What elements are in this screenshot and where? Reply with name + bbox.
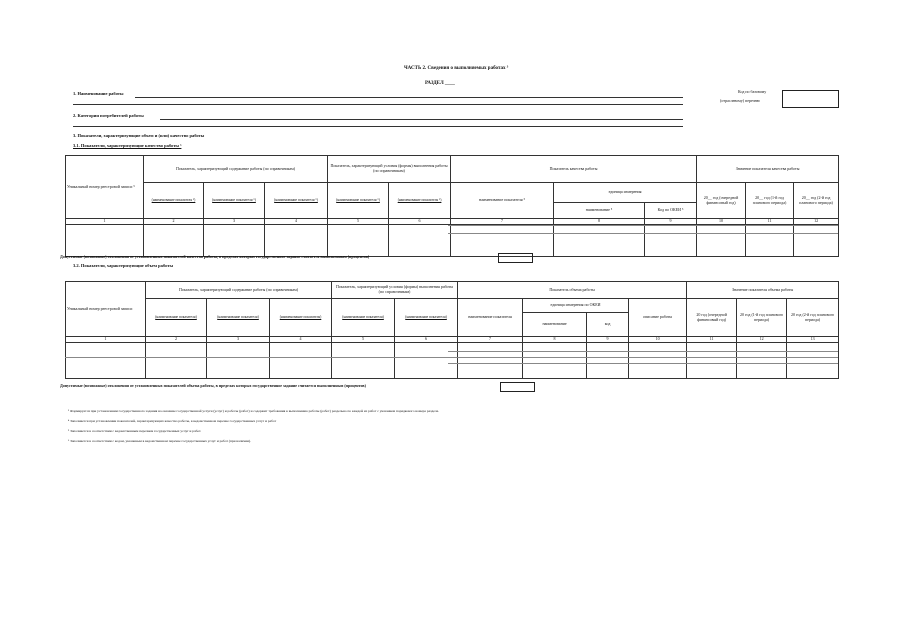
quality-num: 2 [144,219,204,225]
code-label-2: (отраслевому) перечню [720,98,760,103]
volume-col-volume: Показатель объема работы [458,282,687,299]
consumers-line-2[interactable] [73,126,683,127]
volume-num: 7 [458,337,523,343]
volume-cell[interactable] [523,343,587,379]
volume-cell[interactable] [687,343,737,379]
quality-sub-ind-1: (наименование показателя ⁵) [144,183,204,219]
quality-num: 10 [697,219,746,225]
code-label-1: Код по базовому [738,89,767,94]
volume-num: 4 [270,337,332,343]
quality-cell[interactable] [328,225,389,257]
volume-num: 5 [332,337,395,343]
volume-cell[interactable] [458,343,523,379]
volume-num: 10 [629,337,687,343]
quality-cell[interactable] [554,225,645,257]
quality-sub-unit-name: наименование ⁵ [554,203,645,219]
volume-num: 11 [687,337,737,343]
volume-num: 9 [587,337,629,343]
quality-num: 3 [204,219,265,225]
quality-cell[interactable] [66,225,144,257]
quality-cell[interactable] [204,225,265,257]
volume-sub-unit-name: наименование [523,313,587,337]
quality-sub-name: наименование показателя ⁵ [451,183,554,219]
quality-year-3: 20__ год (2-й год планового периода) [794,183,839,219]
work-name-label: 1. Наименование работы [73,91,124,96]
quality-col-conditions: Показатель, характеризующий условия (формы) выполнения работы (по справочникам) [328,156,451,183]
quality-num: 1 [66,219,144,225]
quality-sub-label: 3.1. Показатели, характеризующие качество работы ⁵ [73,143,182,148]
quality-sub-ind-4: (наименование показателя ⁵) [328,183,389,219]
volume-col-unique: Уникальный номер реестровой записи [66,282,146,337]
quality-cell[interactable] [746,225,794,257]
quality-cell[interactable] [645,225,697,257]
volume-row-line [65,357,838,358]
quality-num: 9 [645,219,697,225]
volume-num: 3 [207,337,270,343]
volume-sub-ind-3: (наименование показателя) [270,299,332,337]
volume-year-2: 20 год (1-й год планового периода) [737,299,787,337]
volume-sub-desc: описание работы [629,299,687,337]
quality-year-1: 20__ год (очередной финансовый год) [697,183,746,219]
footnote-1: ³ Формируется при установлении государственного задания на оказание государственной услуги (услуг) и работы (работ) и содержит требования к выполнению работы (работ) раздельно по каждой из работ с указанием порядкового номера раздела. [68,409,439,413]
quality-row-line [448,225,838,226]
consumers-label: 2. Категории потребителей работы [73,113,144,118]
quality-sub-okei: Код по ОКЕИ ⁵ [645,203,697,219]
quality-sub-ind-2: (наименование показателя ⁵) [204,183,265,219]
volume-sub-ind-2: (наименование показателя) [207,299,270,337]
quality-col-unique: Уникальный номер реестровой записи ⁵ [66,156,144,219]
volume-col-value: Значение показателя объема работы [687,282,839,299]
volume-cell[interactable] [146,343,207,379]
quality-col-value: Значение показателя качества работы [697,156,839,183]
quality-num: 6 [389,219,451,225]
volume-year-3: 20 год (2-й год планового периода) [787,299,839,337]
volume-num: 1 [66,337,146,343]
volume-num: 8 [523,337,587,343]
quality-deviation-label: Допустимые (возможные) отклонения от установленных показателей качества работы, в пределах которых государственное задание считается выполненным (процентов) [60,254,370,259]
volume-deviation-box[interactable] [500,382,535,392]
work-name-line-2[interactable] [73,104,683,105]
quality-cell[interactable] [265,225,328,257]
volume-sub-ind-1: (наименование показателя) [146,299,207,337]
quality-num: 8 [554,219,645,225]
quality-cell[interactable] [144,225,204,257]
quality-sub-ind-5: (наименование показателя ⁵) [389,183,451,219]
quality-num: 12 [794,219,839,225]
quality-cell[interactable] [451,225,554,257]
work-name-line[interactable] [135,97,683,98]
volume-sub-code: код [587,313,629,337]
quality-deviation-box[interactable] [498,253,533,263]
volume-cell[interactable] [270,343,332,379]
volume-sub-ind-4: (наименование показателя) [332,299,395,337]
volume-num: 12 [737,337,787,343]
volume-sub-label: 3.2. Показатели, характеризующие объем работы [73,263,173,268]
quality-num: 7 [451,219,554,225]
quality-num: 5 [328,219,389,225]
volume-cell[interactable] [587,343,629,379]
volume-num: 6 [395,337,458,343]
quality-year-2: 20__ год (1-й год планового периода) [746,183,794,219]
quality-table [65,155,839,257]
footnote-3: ⁵ Заполняется в соответствии с ведомственным перечнем государственных услуг и работ. [68,429,202,433]
volume-row-line [448,363,838,364]
quality-num: 4 [265,219,328,225]
basic-list-code-box[interactable] [782,90,839,108]
volume-year-1: 20 год (очередной финансовый год) [687,299,737,337]
volume-num: 2 [146,337,207,343]
quality-num: 11 [746,219,794,225]
part-title: ЧАСТЬ 2. Сведения о выполняемых работах ³ [404,66,509,71]
volume-num: 13 [787,337,839,343]
volume-cell[interactable] [332,343,395,379]
volume-sub-unit: единица измерения по ОКЕИ [523,299,629,313]
quality-col-content: Показатель, характеризующий содержание работы (по справочникам) [144,156,328,183]
volume-sub-name: наименование показателя [458,299,523,337]
volume-cell[interactable] [395,343,458,379]
volume-cell[interactable] [787,343,839,379]
volume-cell[interactable] [207,343,270,379]
indicators-label: 3. Показатели, характеризующие объем и (или) качество работы [73,133,205,138]
volume-table [65,281,839,379]
quality-sub-ind-3: (наименование показателя ⁵) [265,183,328,219]
volume-sub-ind-5: (наименование показателя) [395,299,458,337]
volume-cell[interactable] [629,343,687,379]
volume-cell[interactable] [66,343,146,379]
volume-deviation-label: Допустимые (возможные) отклонения от установленных показателей объема работы, в пределах которых государственное задание считается выполненным (процентов) [60,383,366,388]
footnote-2: ⁴ Заполняется при установлении показателей, характеризующих качество работы, в ведомственном перечне государственных услуг и работ [68,419,277,423]
volume-row-line [448,351,838,352]
quality-cell[interactable] [697,225,746,257]
quality-sub-unit: единица измерения [554,183,697,203]
section-title: РАЗДЕЛ ____ [425,81,455,86]
quality-row-line [448,233,838,234]
volume-col-content: Показатель, характеризующий содержание работы (по справочникам) [146,282,332,299]
consumers-line[interactable] [160,119,683,120]
volume-col-conditions: Показатель, характеризующий условия (формы) выполнения работы (по справочникам) [332,282,458,299]
quality-cell[interactable] [794,225,839,257]
quality-col-quality: Показатель качества работы [451,156,697,183]
volume-cell[interactable] [737,343,787,379]
quality-cell[interactable] [389,225,451,257]
footnote-4: ⁶ Заполняется в соответствии с кодом, указанным в ведомственном перечне государственных услуг и работ (при наличии). [68,439,251,443]
